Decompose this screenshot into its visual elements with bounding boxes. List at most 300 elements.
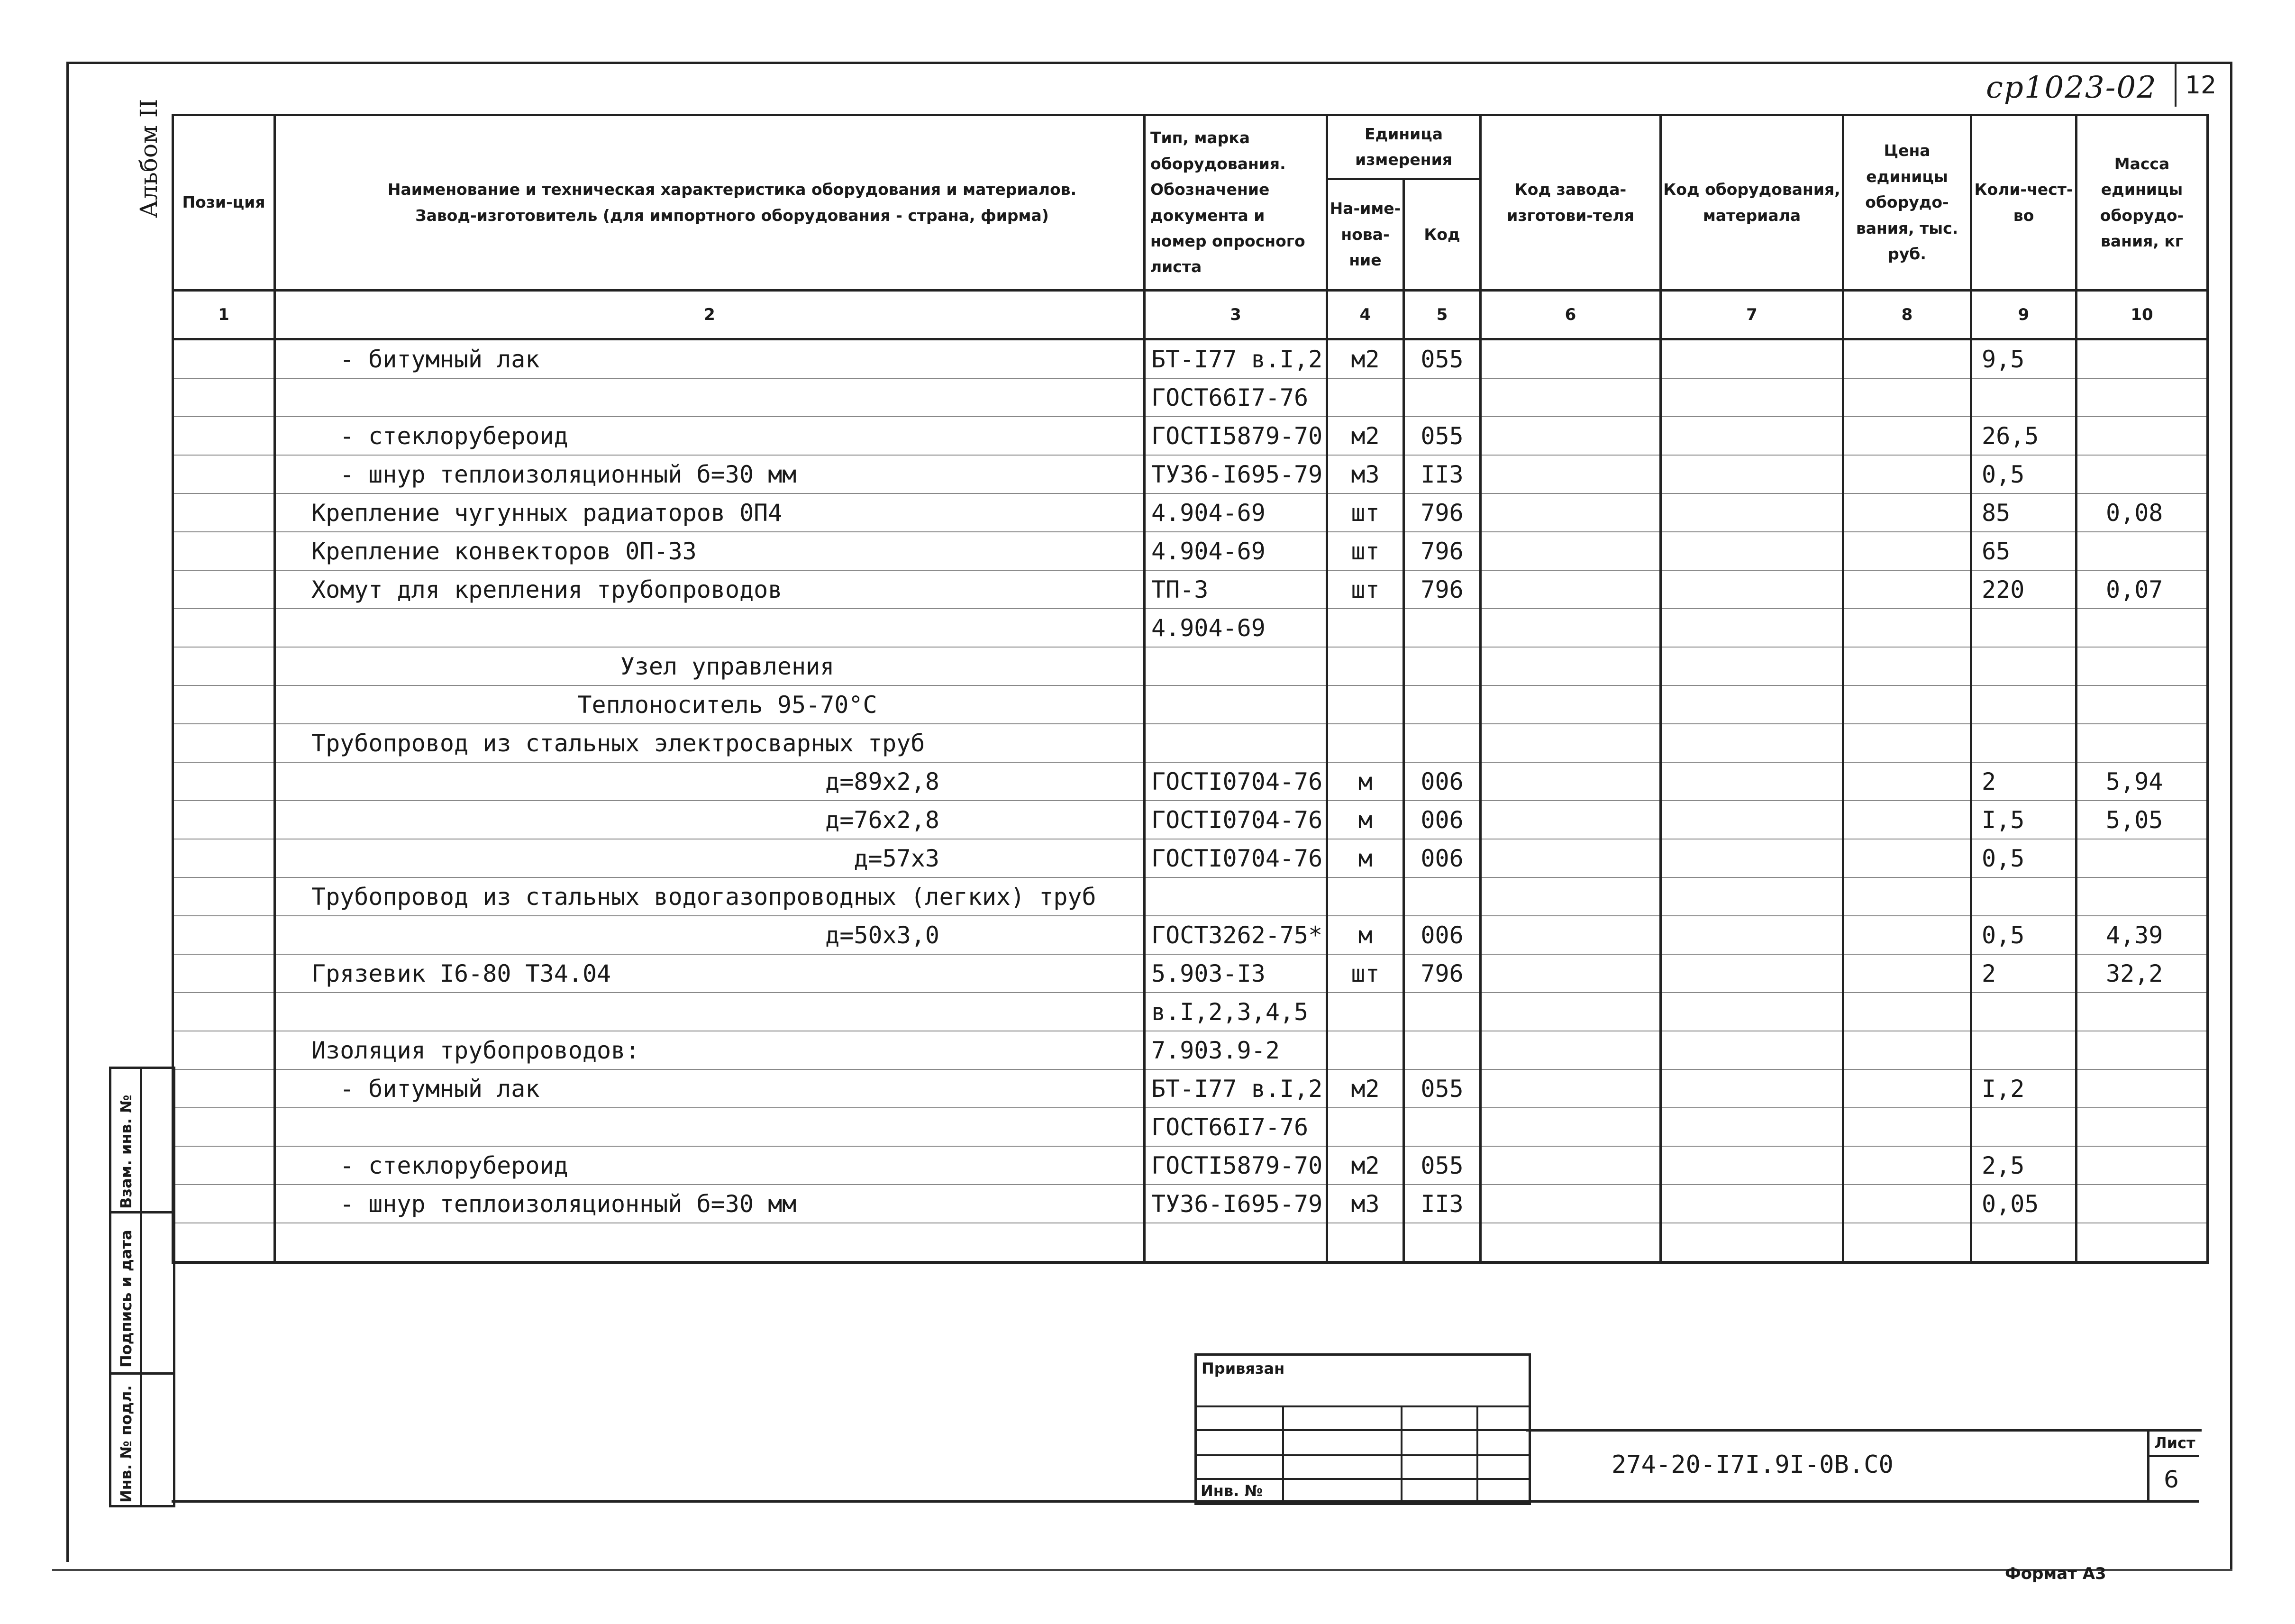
unit-code-cell [1404, 1108, 1481, 1146]
quantity-cell [1971, 724, 2076, 762]
unit-name-cell: м3 [1327, 1185, 1404, 1223]
factory-code-cell [1481, 954, 1661, 993]
inv-no-label: Инв. № [1201, 1482, 1263, 1500]
specification-table [172, 114, 2209, 1264]
document-cell: ГОСТ66I7-76 [1145, 378, 1327, 417]
document-cell: ГОСТI0704-76 [1145, 801, 1327, 839]
stamp-line [1401, 1405, 1402, 1503]
factory-code-cell [1481, 570, 1661, 609]
table-row [173, 762, 2208, 801]
position-cell [173, 724, 275, 762]
name-cell: - шнур теплоизоляционный б=30 мм [275, 455, 1145, 493]
name-cell: - битумный лак [275, 339, 1145, 379]
mass-cell [2076, 1185, 2208, 1223]
name-cell: д=89х2,8 [275, 762, 1145, 801]
header-unit-group: Единица измерения [1327, 115, 1481, 179]
equipment-code-cell [1661, 762, 1843, 801]
factory-code-cell [1481, 685, 1661, 724]
linked-stamp [1194, 1353, 1531, 1505]
document-cell: ТУ36-I695-79 [1145, 1185, 1327, 1223]
equipment-code-cell [1661, 532, 1843, 570]
mass-cell [2076, 1108, 2208, 1146]
column-number: 9 [1971, 291, 2076, 339]
position-cell [173, 1185, 275, 1223]
column-number: 6 [1481, 291, 1661, 339]
quantity-cell: 220 [1971, 570, 2076, 609]
mass-cell [2076, 1223, 2208, 1262]
price-cell [1843, 954, 1971, 993]
table-row [173, 1031, 2208, 1069]
stamp-line [1197, 1478, 1529, 1480]
name-cell: д=57х3 [275, 839, 1145, 877]
name-cell: Узел управления [275, 647, 1145, 685]
position-cell [173, 1069, 275, 1108]
equipment-code-cell [1661, 1223, 1843, 1262]
position-cell [173, 685, 275, 724]
frame-bottom-edge [52, 1569, 2232, 1571]
quantity-cell [1971, 993, 2076, 1031]
unit-code-cell [1404, 724, 1481, 762]
name-cell [275, 1108, 1145, 1146]
table-row [173, 801, 2208, 839]
price-cell [1843, 1146, 1971, 1185]
unit-code-cell: 055 [1404, 1146, 1481, 1185]
document-cell: ГОСТ3262-75* [1145, 916, 1327, 954]
unit-name-cell [1327, 1031, 1404, 1069]
sheet-label: Лист [2154, 1434, 2195, 1452]
position-cell [173, 801, 275, 839]
mass-cell [2076, 1069, 2208, 1108]
side-stamp [109, 1067, 175, 1507]
factory-code-cell [1481, 1108, 1661, 1146]
factory-code-cell [1481, 417, 1661, 455]
equipment-code-cell [1661, 1031, 1843, 1069]
unit-code-cell: II3 [1404, 455, 1481, 493]
factory-code-cell [1481, 493, 1661, 532]
unit-name-cell [1327, 724, 1404, 762]
unit-name-cell [1327, 609, 1404, 647]
linked-label: Привязан [1202, 1359, 1285, 1378]
table-row [173, 1185, 2208, 1223]
position-cell [173, 916, 275, 954]
document-cell: 5.903-I3 [1145, 954, 1327, 993]
position-cell [173, 954, 275, 993]
unit-name-cell: м3 [1327, 455, 1404, 493]
quantity-cell: 0,5 [1971, 839, 2076, 877]
column-number: 3 [1145, 291, 1327, 339]
quantity-cell: 9,5 [1971, 339, 2076, 379]
name-cell [275, 1223, 1145, 1262]
quantity-cell: 65 [1971, 532, 2076, 570]
header-type-doc: Тип, марка оборудования. Обозначение документа и номер опросного листа [1145, 115, 1327, 291]
document-cell [1145, 1223, 1327, 1262]
position-cell [173, 532, 275, 570]
quantity-cell: 2,5 [1971, 1146, 2076, 1185]
unit-code-cell: 006 [1404, 916, 1481, 954]
price-cell [1843, 455, 1971, 493]
drawing-code: ср1023-02 [1986, 70, 2157, 105]
table-row [173, 993, 2208, 1031]
document-cell: БТ-I77 в.I,2 [1145, 339, 1327, 379]
equipment-code-cell [1661, 954, 1843, 993]
equipment-code-cell [1661, 685, 1843, 724]
unit-code-cell [1404, 647, 1481, 685]
quantity-cell [1971, 647, 2076, 685]
table-row [173, 339, 2208, 379]
position-cell [173, 455, 275, 493]
price-cell [1843, 839, 1971, 877]
equipment-code-cell [1661, 1185, 1843, 1223]
mass-cell [2076, 455, 2208, 493]
mass-cell [2076, 839, 2208, 877]
table-row [173, 1223, 2208, 1262]
format-label: Формат А3 [2005, 1564, 2106, 1583]
quantity-cell: 0,05 [1971, 1185, 2076, 1223]
quantity-cell [1971, 1031, 2076, 1069]
quantity-cell: I,5 [1971, 801, 2076, 839]
name-cell: - шнур теплоизоляционный б=30 мм [275, 1185, 1145, 1223]
name-cell: Теплоноситель 95-70°С [275, 685, 1145, 724]
document-cell: 4.904-69 [1145, 532, 1327, 570]
unit-code-cell [1404, 609, 1481, 647]
factory-code-cell [1481, 1223, 1661, 1262]
header-name-line2: Завод-изготовитель (для импортного оборудования - страна, фирма) [415, 206, 1049, 225]
header-position: Пози-ция [173, 115, 275, 291]
column-number: 5 [1404, 291, 1481, 339]
column-number: 2 [275, 291, 1145, 339]
name-cell: Крепление чугунных радиаторов 0П4 [275, 493, 1145, 532]
factory-code-cell [1481, 1185, 1661, 1223]
document-cell [1145, 724, 1327, 762]
quantity-cell [1971, 609, 2076, 647]
equipment-code-cell [1661, 993, 1843, 1031]
price-cell [1843, 609, 1971, 647]
factory-code-cell [1481, 1069, 1661, 1108]
position-cell [173, 1146, 275, 1185]
position-cell [173, 378, 275, 417]
column-number: 8 [1843, 291, 1971, 339]
unit-name-cell: шт [1327, 532, 1404, 570]
unit-code-cell [1404, 877, 1481, 916]
vzam-inv-label: Взам. инв. № [117, 1095, 135, 1209]
factory-code-cell [1481, 724, 1661, 762]
mass-cell: 0,08 [2076, 493, 2208, 532]
table-row [173, 877, 2208, 916]
name-cell: Трубопровод из стальных электросварных труб [275, 724, 1145, 762]
unit-code-cell: 796 [1404, 493, 1481, 532]
mass-cell [2076, 647, 2208, 685]
position-cell [173, 647, 275, 685]
position-cell [173, 993, 275, 1031]
equipment-code-cell [1661, 877, 1843, 916]
document-cell: ГОСТI0704-76 [1145, 839, 1327, 877]
factory-code-cell [1481, 877, 1661, 916]
table-row [173, 647, 2208, 685]
header-price: Цена единицы оборудо-вания, тыс. руб. [1843, 115, 1971, 291]
document-cell: 7.903.9-2 [1145, 1031, 1327, 1069]
table-body [173, 339, 2208, 1263]
unit-code-cell: 055 [1404, 417, 1481, 455]
document-cell: ГОСТI5879-70 [1145, 417, 1327, 455]
album-label: Альбом II [135, 99, 163, 218]
table-row [173, 685, 2208, 724]
mass-cell: 5,05 [2076, 801, 2208, 839]
document-cell: 4.904-69 [1145, 493, 1327, 532]
name-cell [275, 378, 1145, 417]
price-cell [1843, 801, 1971, 839]
position-cell [173, 1108, 275, 1146]
unit-name-cell: шт [1327, 954, 1404, 993]
factory-code-cell [1481, 916, 1661, 954]
table-row [173, 1146, 2208, 1185]
mass-cell [2076, 378, 2208, 417]
name-cell: д=50х3,0 [275, 916, 1145, 954]
document-cell [1145, 685, 1327, 724]
quantity-cell [1971, 378, 2076, 417]
mass-cell [2076, 532, 2208, 570]
unit-code-cell [1404, 685, 1481, 724]
column-number: 7 [1661, 291, 1843, 339]
unit-code-cell [1404, 993, 1481, 1031]
quantity-cell [1971, 685, 2076, 724]
equipment-code-cell [1661, 839, 1843, 877]
page-number-divider [2175, 62, 2177, 107]
header-unit-name: На-име-нова-ние [1327, 179, 1404, 291]
unit-name-cell: м [1327, 916, 1404, 954]
stamp-line [1197, 1405, 1529, 1407]
unit-name-cell: м [1327, 839, 1404, 877]
equipment-code-cell [1661, 916, 1843, 954]
name-cell [275, 993, 1145, 1031]
quantity-cell [1971, 1108, 2076, 1146]
position-cell [173, 609, 275, 647]
header-name [275, 115, 1145, 291]
mass-cell [2076, 993, 2208, 1031]
unit-name-cell: м [1327, 762, 1404, 801]
quantity-cell [1971, 877, 2076, 916]
document-cell [1145, 877, 1327, 916]
table-row [173, 954, 2208, 993]
equipment-code-cell [1661, 455, 1843, 493]
quantity-cell: 0,5 [1971, 916, 2076, 954]
table-row [173, 1069, 2208, 1108]
document-cell: ТП-3 [1145, 570, 1327, 609]
unit-code-cell [1404, 1223, 1481, 1262]
quantity-cell: 26,5 [1971, 417, 2076, 455]
mass-cell [2076, 724, 2208, 762]
mass-cell [2076, 339, 2208, 379]
page-number: 12 [2185, 71, 2217, 100]
table-row [173, 532, 2208, 570]
header-equipment-code: Код оборудования, материала [1661, 115, 1843, 291]
unit-name-cell: м2 [1327, 339, 1404, 379]
unit-name-cell [1327, 877, 1404, 916]
unit-code-cell: 796 [1404, 954, 1481, 993]
factory-code-cell [1481, 993, 1661, 1031]
equipment-code-cell [1661, 647, 1843, 685]
document-cell: ТУ36-I695-79 [1145, 455, 1327, 493]
name-cell: Трубопровод из стальных водогазопроводных (легких) труб [275, 877, 1145, 916]
price-cell [1843, 1185, 1971, 1223]
table-row [173, 916, 2208, 954]
unit-code-cell: 796 [1404, 532, 1481, 570]
header-unit-code: Код [1404, 179, 1481, 291]
position-cell [173, 570, 275, 609]
stamp-line [1197, 1429, 1529, 1431]
unit-name-cell [1327, 993, 1404, 1031]
mass-cell [2076, 417, 2208, 455]
stamp-line [1197, 1454, 1529, 1456]
price-cell [1843, 1069, 1971, 1108]
document-cell: ГОСТI0704-76 [1145, 762, 1327, 801]
stamp-line [1476, 1405, 1478, 1503]
factory-code-cell [1481, 1146, 1661, 1185]
unit-name-cell: м2 [1327, 417, 1404, 455]
position-cell [173, 762, 275, 801]
column-number: 4 [1327, 291, 1404, 339]
quantity-cell: 2 [1971, 954, 2076, 993]
mass-cell [2076, 685, 2208, 724]
price-cell [1843, 378, 1971, 417]
sheet-cell-divider [2147, 1455, 2199, 1457]
frame-right-edge [2230, 62, 2232, 1569]
name-cell: - битумный лак [275, 1069, 1145, 1108]
unit-code-cell [1404, 378, 1481, 417]
mass-cell [2076, 609, 2208, 647]
price-cell [1843, 532, 1971, 570]
header-quantity: Коли-чест-во [1971, 115, 2076, 291]
unit-name-cell [1327, 378, 1404, 417]
document-cell: БТ-I77 в.I,2 [1145, 1069, 1327, 1108]
equipment-code-cell [1661, 417, 1843, 455]
table-row [173, 570, 2208, 609]
price-cell [1843, 685, 1971, 724]
header-name-line1: Наименование и техническая характеристика оборудования и материалов. [387, 180, 1077, 199]
document-cell: в.I,2,3,4,5 [1145, 993, 1327, 1031]
price-cell [1843, 570, 1971, 609]
column-number: 1 [173, 291, 275, 339]
signature-date-label: Подпись и дата [117, 1230, 135, 1368]
quantity-cell: I,2 [1971, 1069, 2076, 1108]
stamp-line [1282, 1405, 1284, 1503]
position-cell [173, 493, 275, 532]
factory-code-cell [1481, 339, 1661, 379]
document-number: 274-20-I7I.9I-0В.С0 [1612, 1451, 1894, 1479]
table-row [173, 378, 2208, 417]
name-cell: - стеклорубероид [275, 1146, 1145, 1185]
unit-code-cell: 055 [1404, 1069, 1481, 1108]
factory-code-cell [1481, 647, 1661, 685]
unit-code-cell: 055 [1404, 339, 1481, 379]
inv-podl-label: Инв. № подл. [117, 1385, 135, 1503]
quantity-cell: 0,5 [1971, 455, 2076, 493]
unit-code-cell: II3 [1404, 1185, 1481, 1223]
equipment-code-cell [1661, 1146, 1843, 1185]
document-cell [1145, 647, 1327, 685]
unit-name-cell: м [1327, 801, 1404, 839]
name-cell: Изоляция трубопроводов: [275, 1031, 1145, 1069]
factory-code-cell [1481, 378, 1661, 417]
unit-name-cell [1327, 685, 1404, 724]
position-cell [173, 339, 275, 379]
equipment-code-cell [1661, 801, 1843, 839]
factory-code-cell [1481, 839, 1661, 877]
equipment-code-cell [1661, 724, 1843, 762]
quantity-cell: 85 [1971, 493, 2076, 532]
unit-name-cell: шт [1327, 570, 1404, 609]
document-cell: ГОСТ66I7-76 [1145, 1108, 1327, 1146]
unit-name-cell [1327, 1223, 1404, 1262]
document-cell: 4.904-69 [1145, 609, 1327, 647]
quantity-cell: 2 [1971, 762, 2076, 801]
position-cell [173, 877, 275, 916]
equipment-code-cell [1661, 493, 1843, 532]
price-cell [1843, 1223, 1971, 1262]
factory-code-cell [1481, 1031, 1661, 1069]
position-cell [173, 1031, 275, 1069]
table-row [173, 609, 2208, 647]
price-cell [1843, 647, 1971, 685]
name-cell: - стеклорубероид [275, 417, 1145, 455]
unit-name-cell [1327, 647, 1404, 685]
header-factory-code: Код завода-изготови-теля [1481, 115, 1661, 291]
factory-code-cell [1481, 762, 1661, 801]
mass-cell [2076, 1146, 2208, 1185]
table-row [173, 839, 2208, 877]
position-cell [173, 839, 275, 877]
column-number-row [173, 291, 2208, 339]
equipment-code-cell [1661, 339, 1843, 379]
table-row [173, 1108, 2208, 1146]
price-cell [1843, 724, 1971, 762]
factory-code-cell [1481, 801, 1661, 839]
unit-name-cell: м2 [1327, 1146, 1404, 1185]
unit-code-cell: 006 [1404, 839, 1481, 877]
sheet-number: 6 [2164, 1466, 2179, 1493]
document-cell: ГОСТI5879-70 [1145, 1146, 1327, 1185]
unit-code-cell: 006 [1404, 762, 1481, 801]
name-cell: Грязевик I6-80 Т34.04 [275, 954, 1145, 993]
position-cell [173, 417, 275, 455]
equipment-code-cell [1661, 1108, 1843, 1146]
price-cell [1843, 493, 1971, 532]
equipment-code-cell [1661, 378, 1843, 417]
mass-cell [2076, 1031, 2208, 1069]
mass-cell: 0,07 [2076, 570, 2208, 609]
factory-code-cell [1481, 532, 1661, 570]
equipment-code-cell [1661, 570, 1843, 609]
header-mass: Масса единицы оборудо-вания, кг [2076, 115, 2208, 291]
equipment-code-cell [1661, 609, 1843, 647]
mass-cell: 4,39 [2076, 916, 2208, 954]
table-row [173, 455, 2208, 493]
name-cell: д=76х2,8 [275, 801, 1145, 839]
price-cell [1843, 339, 1971, 379]
table-row [173, 724, 2208, 762]
factory-code-cell [1481, 455, 1661, 493]
unit-code-cell: 796 [1404, 570, 1481, 609]
name-cell: Крепление конвекторов 0П-33 [275, 532, 1145, 570]
unit-code-cell [1404, 1031, 1481, 1069]
price-cell [1843, 762, 1971, 801]
mass-cell [2076, 877, 2208, 916]
unit-name-cell: шт [1327, 493, 1404, 532]
factory-code-cell [1481, 609, 1661, 647]
name-cell [275, 609, 1145, 647]
table-row [173, 493, 2208, 532]
price-cell [1843, 916, 1971, 954]
price-cell [1843, 417, 1971, 455]
